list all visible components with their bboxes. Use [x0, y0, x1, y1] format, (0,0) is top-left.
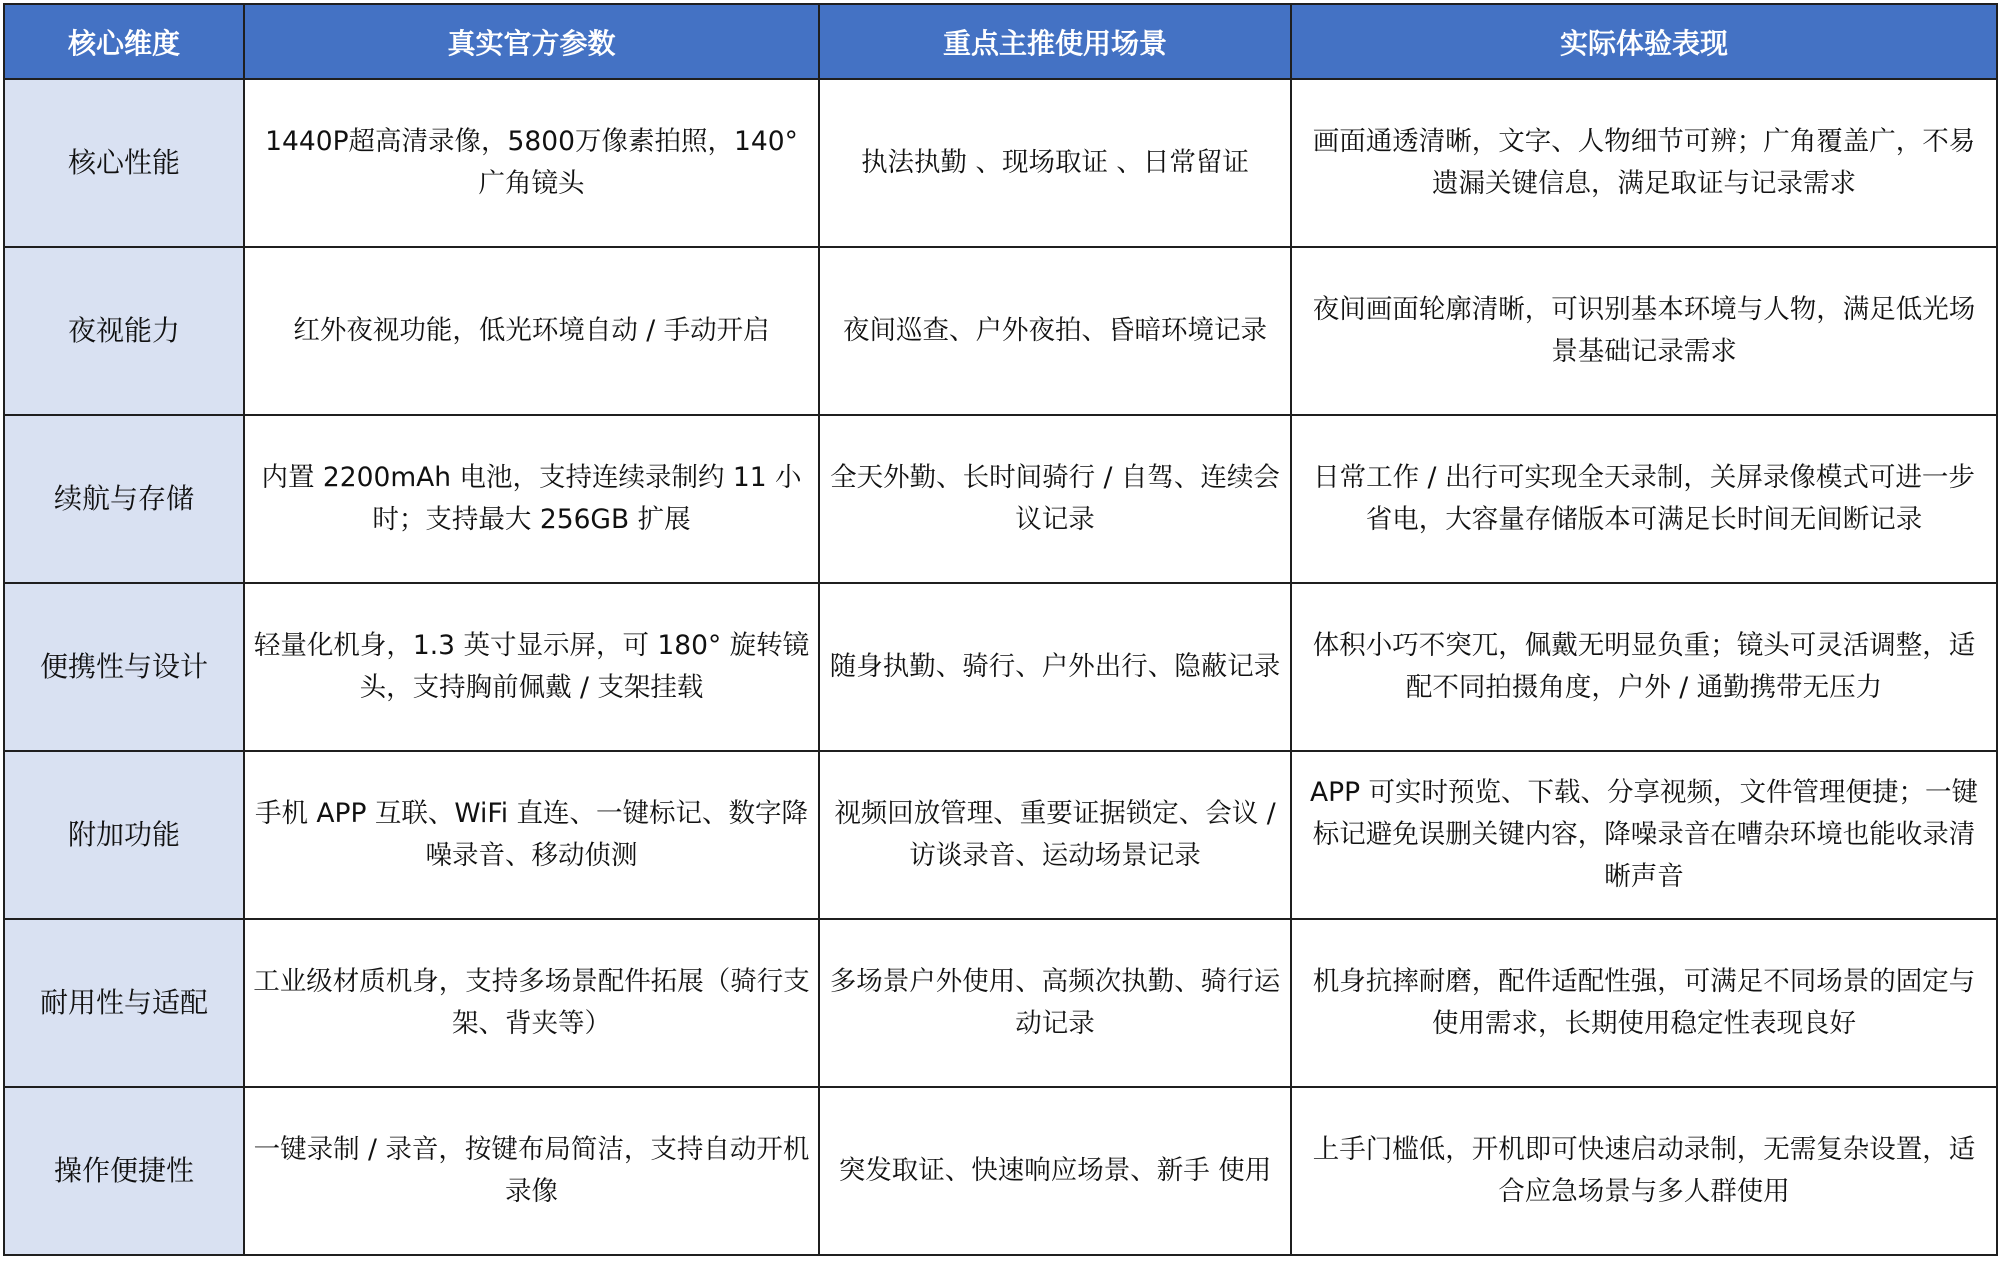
row-official-params: 一键录制 / 录音，按键布局简洁，支持自动开机录像	[244, 1087, 819, 1255]
row-usage-scenarios: 随身执勤、骑行、户外出行、隐蔽记录	[819, 583, 1291, 751]
row-dimension: 夜视能力	[4, 247, 244, 415]
row-experience: 夜间画面轮廓清晰，可识别基本环境与人物，满足低光场景基础记录需求	[1291, 247, 1997, 415]
table-row	[4, 1087, 1997, 1255]
row-dimension: 耐用性与适配	[4, 919, 244, 1087]
header-official-params: 真实官方参数	[244, 4, 819, 79]
row-experience: 机身抗摔耐磨，配件适配性强，可满足不同场景的固定与使用需求，长期使用稳定性表现良好	[1291, 919, 1997, 1087]
row-dimension: 附加功能	[4, 751, 244, 919]
row-experience: APP 可实时预览、下载、分享视频，文件管理便捷；一键标记避免误删关键内容，降噪录音在嘈杂环境也能收录清晰声音	[1291, 751, 1997, 919]
row-usage-scenarios: 突发取证、快速响应场景、新手 使用	[819, 1087, 1291, 1255]
table-row	[4, 583, 1997, 751]
row-dimension: 便携性与设计	[4, 583, 244, 751]
table-row	[4, 919, 1997, 1087]
row-dimension: 续航与存储	[4, 415, 244, 583]
row-usage-scenarios: 夜间巡查、户外夜拍、昏暗环境记录	[819, 247, 1291, 415]
row-usage-scenarios: 执法执勤 、现场取证 、日常留证	[819, 79, 1291, 247]
row-official-params: 手机 APP 互联、WiFi 直连、一键标记、数字降噪录音、移动侦测	[244, 751, 819, 919]
table-row	[4, 79, 1997, 247]
row-experience: 上手门槛低，开机即可快速启动录制，无需复杂设置，适合应急场景与多人群使用	[1291, 1087, 1997, 1255]
table-header-row	[4, 4, 1997, 79]
row-dimension: 核心性能	[4, 79, 244, 247]
row-usage-scenarios: 全天外勤、长时间骑行 / 自驾、连续会议记录	[819, 415, 1291, 583]
row-official-params: 轻量化机身，1.3 英寸显示屏，可 180° 旋转镜头，支持胸前佩戴 / 支架挂载	[244, 583, 819, 751]
table-row	[4, 247, 1997, 415]
row-official-params: 工业级材质机身，支持多场景配件拓展（骑行支架、背夹等）	[244, 919, 819, 1087]
comparison-table-wrapper	[3, 3, 1996, 1256]
row-usage-scenarios: 视频回放管理、重要证据锁定、会议 / 访谈录音、运动场景记录	[819, 751, 1291, 919]
row-experience: 日常工作 / 出行可实现全天录制，关屏录像模式可进一步省电，大容量存储版本可满足长时间无间断记录	[1291, 415, 1997, 583]
row-experience: 画面通透清晰，文字、人物细节可辨；广角覆盖广，不易遗漏关键信息，满足取证与记录需求	[1291, 79, 1997, 247]
spec-comparison-table	[3, 3, 1998, 1256]
row-official-params: 红外夜视功能，低光环境自动 / 手动开启	[244, 247, 819, 415]
row-official-params: 1440P超高清录像，5800万像素拍照，140°广角镜头	[244, 79, 819, 247]
header-dimension: 核心维度	[4, 4, 244, 79]
table-row	[4, 751, 1997, 919]
row-usage-scenarios: 多场景户外使用、高频次执勤、骑行运动记录	[819, 919, 1291, 1087]
header-experience: 实际体验表现	[1291, 4, 1997, 79]
table-row	[4, 415, 1997, 583]
header-usage-scenarios: 重点主推使用场景	[819, 4, 1291, 79]
row-official-params: 内置 2200mAh 电池，支持连续录制约 11 小时；支持最大 256GB 扩展	[244, 415, 819, 583]
row-dimension: 操作便捷性	[4, 1087, 244, 1255]
row-experience: 体积小巧不突兀，佩戴无明显负重；镜头可灵活调整，适配不同拍摄角度，户外 / 通勤携带无压力	[1291, 583, 1997, 751]
